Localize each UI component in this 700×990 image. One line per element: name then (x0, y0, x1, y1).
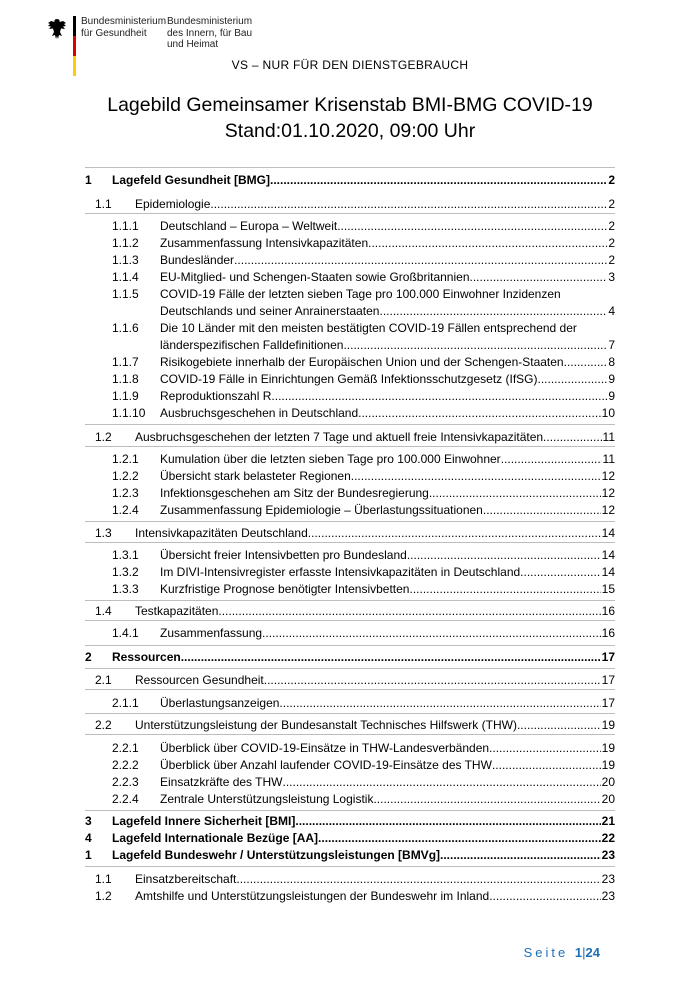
toc-entry-page: 23 (601, 889, 615, 903)
toc-separator (85, 424, 615, 425)
toc-entry-number: 1.2 (95, 889, 112, 903)
toc-entry-number: 1.1.10 (112, 406, 146, 420)
ministry-health-line1: Bundesministerium (81, 16, 167, 27)
toc-entry-title: Ausbruchsgeschehen der letzten 7 Tage und aktuell freie Intensivkapazitäten (135, 430, 544, 444)
flag-stripe-red (73, 36, 76, 56)
toc-entry[interactable] (85, 371, 615, 388)
ministry-interior-line3: und Heimat (167, 39, 219, 50)
toc-entry-title: Zentrale Unterstützungsleistung Logistik (160, 792, 374, 806)
toc-entry-page: 20 (601, 775, 615, 789)
toc-entry-page: 12 (601, 469, 615, 483)
toc-entry-page: 19 (601, 741, 615, 755)
page-separator: | (582, 945, 586, 960)
toc-entry-page: 11 (602, 452, 615, 466)
toc-entry-page: 20 (601, 792, 615, 806)
toc-separator (85, 689, 615, 690)
toc-entry-page: 19 (601, 718, 615, 732)
toc-entry-title: EU-Mitglied- und Schengen-Staaten sowie Großbritannien (160, 270, 470, 284)
toc-entry[interactable] (85, 525, 615, 542)
toc-entry[interactable] (85, 564, 615, 581)
toc-entry-page: 17 (601, 696, 615, 710)
toc-entry-number: 1.2 (95, 430, 112, 444)
toc-separator (85, 600, 615, 601)
toc-entry-title: Die 10 Länder mit den meisten bestätigten COVID-19 Fällen entsprechend der (160, 321, 577, 335)
toc-entry[interactable] (85, 813, 615, 830)
toc-entry-page: 16 (601, 626, 615, 640)
toc-separator (85, 521, 615, 522)
toc-entry-title: Im DIVI-Intensivregister erfasste Intensivkapazitäten in Deutschland (160, 565, 521, 579)
toc-entry[interactable] (85, 757, 615, 774)
toc-entry-page: 8 (608, 355, 615, 369)
toc-entry-number: 2.2.2 (112, 758, 139, 772)
toc-entry-page: 2 (608, 253, 615, 267)
toc-entry[interactable] (85, 388, 615, 405)
toc-entry-title: Bundesländer (160, 253, 235, 267)
toc-entry[interactable] (85, 451, 615, 468)
toc-entry[interactable] (85, 269, 615, 286)
toc-entry[interactable] (85, 625, 615, 642)
toc-entry-number: 1.1.6 (112, 321, 139, 335)
toc-entry-page: 21 (601, 814, 615, 828)
toc-entry[interactable] (85, 354, 615, 371)
toc-entry-number: 2.2 (95, 718, 112, 732)
toc-entry[interactable] (85, 468, 615, 485)
toc-entry-title: Einsatzbereitschaft (135, 872, 237, 886)
toc-entry-title: Lagefeld Gesundheit [BMG] (112, 173, 271, 187)
toc-entry-page: 2 (608, 173, 615, 187)
toc-entry-title: Kumulation über die letzten sieben Tage pro 100.000 Einwohner (160, 452, 501, 466)
toc-entry[interactable] (85, 717, 615, 734)
toc-entry[interactable] (85, 235, 615, 252)
toc-entry-title: Ausbruchsgeschehen in Deutschland (160, 406, 359, 420)
toc-entry-title: Überblick über COVID-19-Einsätze in THW-Landesverbänden (160, 741, 490, 755)
toc-entry-page: 4 (608, 304, 615, 318)
toc-entry-title: Infektionsgeschehen am Sitz der Bundesregierung (160, 486, 429, 500)
toc-entry-page: 12 (601, 503, 615, 517)
toc-entry-number: 1.1 (95, 197, 112, 211)
toc-separator (85, 713, 615, 714)
toc-entry-page: 23 (601, 872, 615, 886)
toc-entry-title: COVID-19 Fälle der letzten sieben Tage pro 100.000 Einwohner Inzidenzen (160, 287, 561, 301)
toc-entry[interactable] (85, 286, 615, 320)
toc-entry-number: 3 (85, 814, 92, 828)
toc-separator (85, 213, 615, 214)
toc-entry-number: 1.2.1 (112, 452, 139, 466)
toc-entry-title: COVID-19 Fälle in Einrichtungen Gemäß Infektionsschutzgesetz (IfSG) (160, 372, 538, 386)
toc-entry-page: 11 (602, 430, 615, 444)
toc-entry-page: 15 (601, 582, 615, 596)
toc-entry-page: 14 (601, 526, 615, 540)
federal-eagle-icon (47, 17, 67, 41)
toc-entry-title: Überlastungsanzeigen (160, 696, 280, 710)
toc-entry[interactable] (85, 649, 615, 666)
toc-entry-number: 2.1.1 (112, 696, 139, 710)
toc-entry-title: Kurzfristige Prognose benötigter Intensivbetten (160, 582, 410, 596)
page-current: 1 (574, 945, 583, 960)
toc-entry[interactable] (85, 429, 615, 446)
toc-entry-number: 1.2.3 (112, 486, 139, 500)
toc-entry-title: Übersicht freier Intensivbetten pro Bundesland (160, 548, 407, 562)
toc-entry[interactable] (85, 774, 615, 791)
toc-entry-title: Deutschland – Europa – Weltweit (160, 219, 338, 233)
toc-entry[interactable] (85, 581, 615, 598)
ministry-interior-line2: des Innern, für Bau (167, 27, 253, 39)
toc-entry-page: 10 (601, 406, 615, 420)
ministry-health-line2: für Gesundheit (81, 27, 147, 39)
toc-separator (85, 645, 615, 646)
toc-entry-page: 9 (608, 389, 615, 403)
toc-entry-number: 2 (85, 650, 92, 664)
toc-entry-page: 17 (601, 673, 615, 687)
toc-entry-number: 1.1.2 (112, 236, 139, 250)
toc-entry[interactable] (85, 196, 615, 213)
toc-entry-page: 14 (601, 548, 615, 562)
toc-entry[interactable] (85, 218, 615, 235)
toc-entry-number: 1.1.4 (112, 270, 139, 284)
toc-separator (85, 734, 615, 735)
toc-entry-number: 1.1.5 (112, 287, 139, 301)
toc-entry-page: 9 (608, 372, 615, 386)
toc-entry-page: 2 (608, 197, 615, 211)
toc-separator (85, 810, 615, 811)
toc-entry-title: Reproduktionszahl R (160, 389, 272, 403)
ministry-health-name (81, 16, 171, 39)
title-line2: Stand:01.10.2020, 09:00 Uhr (224, 120, 476, 142)
toc-entry-title: Testkapazitäten (135, 604, 219, 618)
toc-entry-number: 1.2.2 (112, 469, 139, 483)
toc-entry-title-continued: länderspezifischen Falldefinitionen (160, 338, 344, 352)
toc-entry-title-continued: Deutschlands und seiner Anrainerstaaten (160, 304, 380, 318)
toc-entry[interactable] (85, 847, 615, 864)
toc-entry-page: 2 (608, 236, 615, 250)
toc-entry-title: Zusammenfassung Intensivkapazitäten (160, 236, 369, 250)
toc-entry-number: 4 (85, 831, 92, 845)
toc-entry[interactable] (85, 888, 615, 905)
toc-entry[interactable] (85, 603, 615, 620)
toc-entry-title: Überblick über Anzahl laufender COVID-19-Einsätze des THW (160, 758, 492, 772)
toc-entry-title: Amtshilfe und Unterstützungsleistungen der Bundeswehr im Inland (135, 889, 490, 903)
toc-entry-number: 1.3 (95, 526, 112, 540)
toc-entry-number: 1.4 (95, 604, 112, 618)
toc-entry[interactable] (85, 320, 615, 354)
toc-entry-title: Zusammenfassung Epidemiologie – Überlastungssituationen (160, 503, 483, 517)
toc-entry-page: 12 (601, 486, 615, 500)
toc-separator (85, 167, 615, 168)
toc-entry-page: 19 (601, 758, 615, 772)
toc-entry-number: 1.1.9 (112, 389, 139, 403)
toc-entry-title: Zusammenfassung (160, 626, 263, 640)
toc-entry-number: 1 (85, 848, 92, 862)
toc-entry-page: 3 (608, 270, 615, 284)
classification-label: VS – NUR FÜR DEN DIENSTGEBRAUCH (231, 58, 469, 72)
toc-entry[interactable] (85, 485, 615, 502)
toc-entry-number: 1.1 (95, 872, 112, 886)
toc-entry-number: 1.2.4 (112, 503, 139, 517)
toc-entry-number: 2.2.1 (112, 741, 139, 755)
ministry-interior-line1: Bundesministerium (167, 16, 253, 27)
toc-entry-title: Übersicht stark belasteter Regionen (160, 469, 351, 483)
toc-entry[interactable] (85, 252, 615, 269)
page-word: Seite (523, 945, 569, 960)
toc-entry[interactable] (85, 791, 615, 808)
toc-entry-number: 2.2.4 (112, 792, 139, 806)
page-footer (524, 945, 600, 960)
toc-separator (85, 866, 615, 867)
toc-entry-page: 23 (601, 848, 615, 862)
toc-entry[interactable] (85, 871, 615, 888)
toc-entry-number: 1.4.1 (112, 626, 139, 640)
toc-entry-number: 2.2.3 (112, 775, 139, 789)
toc-entry[interactable] (85, 695, 615, 712)
toc-entry-number: 1.1.1 (112, 219, 139, 233)
toc-entry-title: Unterstützungsleistung der Bundesanstalt Technisches Hilfswerk (THW) (135, 718, 517, 732)
document-title (0, 92, 700, 144)
flag-stripe-black (73, 16, 76, 36)
toc-entry-title: Ressourcen (112, 650, 181, 664)
toc-separator (85, 446, 615, 447)
toc-entry-title: Risikogebiete innerhalb der Europäischen Union und der Schengen-Staaten (160, 355, 564, 369)
toc-entry-title: Lagefeld Innere Sicherheit [BMI] (112, 814, 296, 828)
toc-entry[interactable] (85, 672, 615, 689)
toc-entry[interactable] (85, 830, 615, 847)
toc-entry-page: 22 (601, 831, 615, 845)
toc-separator (85, 542, 615, 543)
title-line1: Lagebild Gemeinsamer Krisenstab BMI-BMG COVID-19 (107, 94, 593, 116)
toc-entry-title: Intensivkapazitäten Deutschland (135, 526, 308, 540)
toc-entry[interactable] (85, 405, 615, 422)
toc-separator (85, 620, 615, 621)
toc-entry-number: 1 (85, 173, 92, 187)
toc-entry-page: 2 (608, 219, 615, 233)
toc-entry-number: 1.3.1 (112, 548, 139, 562)
toc-entry-title: Ressourcen Gesundheit (135, 673, 264, 687)
toc-entry-number: 1.1.7 (112, 355, 139, 369)
toc-entry-title: Lagefeld Bundeswehr / Unterstützungsleistungen [BMVg] (112, 848, 441, 862)
toc-entry-title: Lagefeld Internationale Bezüge [AA] (112, 831, 319, 845)
toc-entry-number: 1.1.3 (112, 253, 139, 267)
toc-entry[interactable] (85, 172, 615, 189)
toc-entry-number: 1.3.3 (112, 582, 139, 596)
toc-entry-page: 17 (601, 650, 615, 664)
toc-entry[interactable] (85, 740, 615, 757)
toc-entry-number: 2.1 (95, 673, 112, 687)
toc-entry-number: 1.3.2 (112, 565, 139, 579)
toc-entry[interactable] (85, 547, 615, 564)
toc-entry-page: 7 (608, 338, 615, 352)
toc-entry-title: Epidemiologie (135, 197, 211, 211)
page-total: 24 (585, 945, 600, 960)
toc-entry-page: 16 (601, 604, 615, 618)
toc-entry[interactable] (85, 502, 615, 519)
toc-entry-title: Einsatzkräfte des THW (160, 775, 283, 789)
toc-entry-number: 1.1.8 (112, 372, 139, 386)
ministry-interior-name (167, 16, 277, 51)
toc-entry-page: 14 (601, 565, 615, 579)
toc-separator (85, 668, 615, 669)
